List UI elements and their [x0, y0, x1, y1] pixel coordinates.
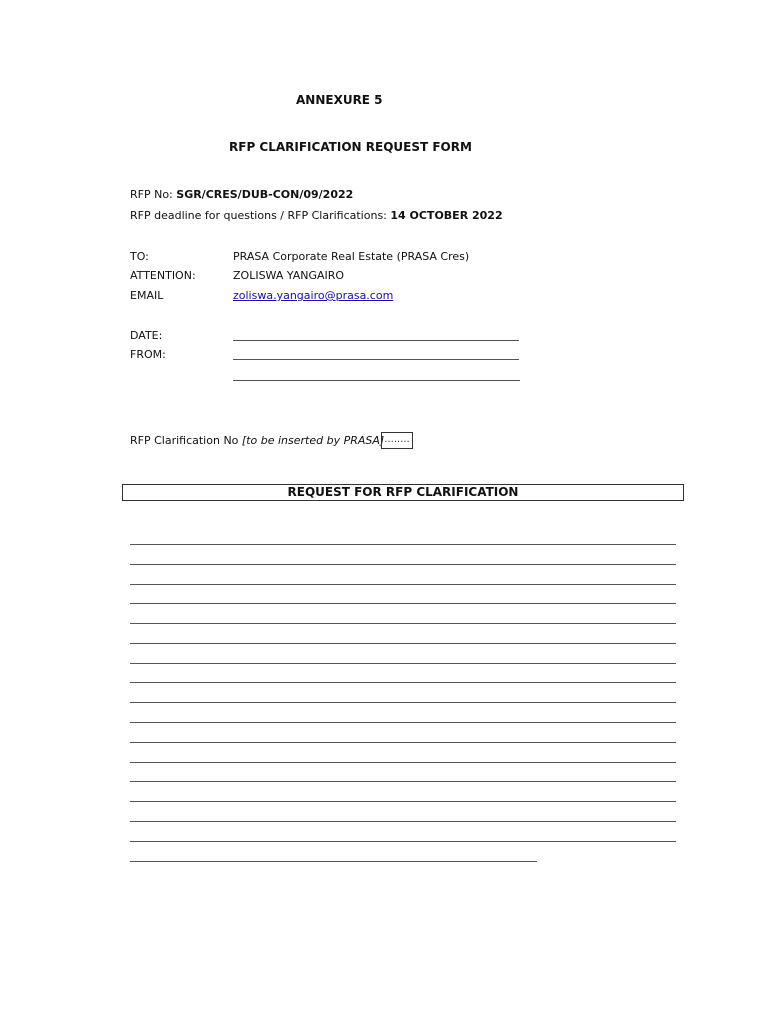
rfp-deadline-value: 14 OCTOBER 2022 [390, 209, 503, 222]
rfp-deadline-line [130, 209, 503, 222]
request-line[interactable] [130, 861, 537, 862]
request-line[interactable] [130, 544, 676, 545]
request-line[interactable] [130, 742, 676, 743]
request-line[interactable] [130, 564, 676, 565]
rfp-number-label: RFP No: [130, 188, 177, 201]
request-line[interactable] [130, 643, 676, 644]
request-heading-box [122, 484, 684, 501]
request-heading: REQUEST FOR RFP CLARIFICATION [287, 485, 519, 499]
attention-value: ZOLISWA YANGAIRO [233, 269, 345, 282]
request-line[interactable] [130, 584, 676, 585]
request-line[interactable] [130, 663, 676, 664]
rfp-number-line [130, 188, 353, 201]
date-label: DATE: [130, 329, 163, 342]
form-title: RFP CLARIFICATION REQUEST FORM [229, 140, 472, 154]
rfp-deadline-label: RFP deadline for questions / RFP Clarifications: [130, 209, 391, 222]
clarification-number-line [130, 434, 384, 447]
attention-label: ATTENTION: [130, 269, 196, 282]
to-label: TO: [130, 250, 149, 263]
request-line[interactable] [130, 762, 676, 763]
request-line[interactable] [130, 841, 676, 842]
from-label: FROM: [130, 348, 166, 361]
email-link[interactable]: zoliswa.yangairo@prasa.com [233, 289, 394, 302]
request-line[interactable] [130, 702, 676, 703]
from-field-line-1[interactable] [233, 359, 519, 360]
from-field-line-2[interactable] [233, 380, 520, 381]
request-line[interactable] [130, 801, 676, 802]
date-field[interactable] [233, 340, 519, 341]
request-line[interactable] [130, 821, 676, 822]
request-line[interactable] [130, 623, 676, 624]
clarification-number-label: RFP Clarification No [130, 434, 242, 447]
email-label: EMAIL [130, 289, 164, 302]
request-line[interactable] [130, 722, 676, 723]
rfp-number-value: SGR/CRES/DUB-CON/09/2022 [176, 188, 354, 201]
clarification-number-note: [to be inserted by PRASA] [241, 434, 385, 447]
to-value: PRASA Corporate Real Estate (PRASA Cres) [233, 250, 470, 263]
annexure-title: ANNEXURE 5 [296, 93, 383, 107]
request-line[interactable] [130, 682, 676, 683]
request-line[interactable] [130, 603, 676, 604]
request-line[interactable] [130, 781, 676, 782]
clarification-number-box[interactable]: ........ [381, 432, 413, 449]
